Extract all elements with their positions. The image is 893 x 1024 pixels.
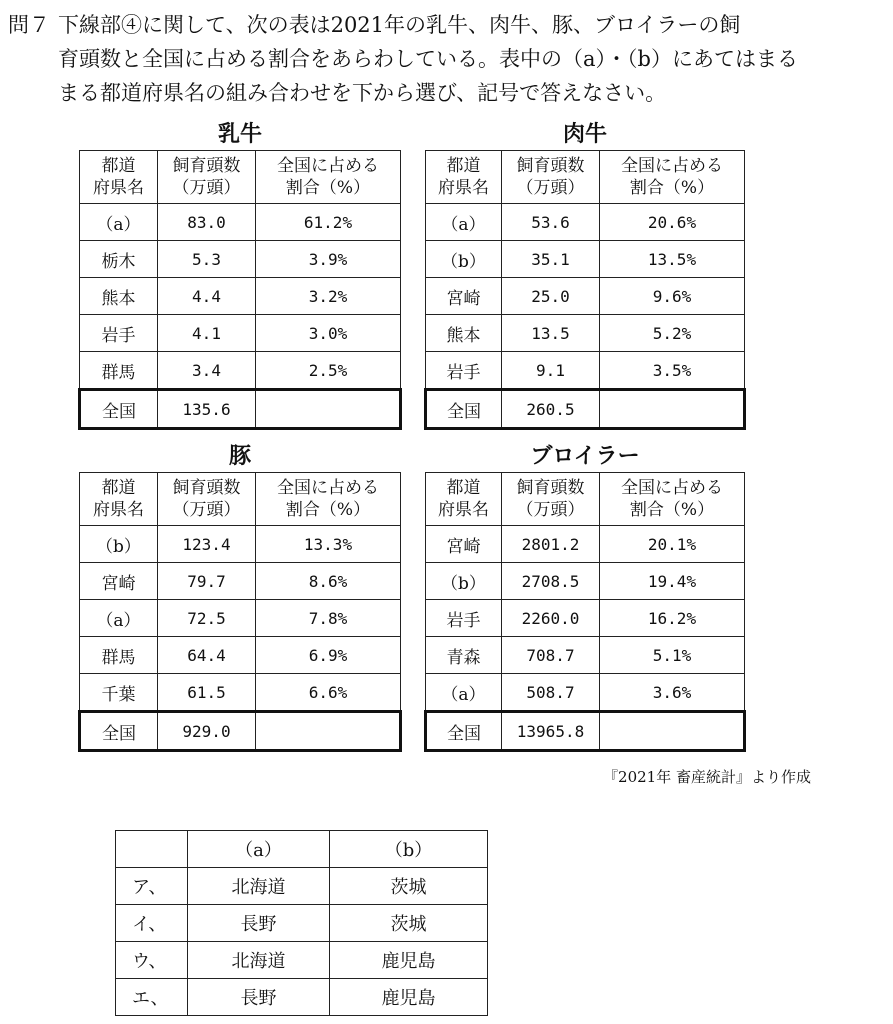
table-row — [80, 278, 401, 315]
cell-share: 7.8% — [256, 600, 401, 637]
cell-prefecture: 千葉 — [80, 674, 158, 712]
cell-count: 5.3 — [158, 241, 256, 278]
data-table — [78, 472, 402, 752]
table-row — [80, 204, 401, 241]
cell-share: 13.3% — [256, 526, 401, 563]
cell-share: 2.5% — [256, 352, 401, 390]
choice-mark: エ、 — [116, 979, 188, 1016]
choice-row-a — [116, 868, 488, 905]
choice-mark: イ、 — [116, 905, 188, 942]
col-header-count: 飼育頭数 （万頭） — [158, 473, 256, 526]
table-row — [426, 352, 745, 390]
cell-share: 16.2% — [600, 600, 745, 637]
cell-prefecture: （a） — [80, 204, 158, 241]
choices-header-row — [116, 831, 488, 868]
cell-total-count: 929.0 — [158, 712, 256, 751]
cell-count: 4.4 — [158, 278, 256, 315]
cell-share: 19.4% — [600, 563, 745, 600]
cell-share: 6.6% — [256, 674, 401, 712]
cell-prefecture: （b） — [426, 241, 502, 278]
cell-prefecture: 青森 — [426, 637, 502, 674]
cell-count: 2708.5 — [502, 563, 600, 600]
cell-count: 72.5 — [158, 600, 256, 637]
cell-share: 3.2% — [256, 278, 401, 315]
header-row — [426, 473, 745, 526]
cell-total-label: 全国 — [426, 390, 502, 429]
cell-share: 5.2% — [600, 315, 745, 352]
cell-prefecture: （a） — [426, 674, 502, 712]
cell-prefecture: 宮崎 — [426, 526, 502, 563]
table-row — [426, 600, 745, 637]
col-header-prefecture: 都道 府県名 — [426, 473, 502, 526]
cell-count: 508.7 — [502, 674, 600, 712]
table-title: 豚 — [228, 444, 251, 469]
col-header-share: 全国に占める 割合（%） — [256, 473, 401, 526]
question-line-3: まる都道府県名の組み合わせを下から選び、記号で答えなさい。 — [58, 81, 667, 105]
cell-total-share — [600, 712, 745, 751]
cell-count: 2801.2 — [502, 526, 600, 563]
total-row — [80, 390, 401, 429]
choice-row-e — [116, 979, 488, 1016]
cell-total-count: 13965.8 — [502, 712, 600, 751]
cell-share: 20.6% — [600, 204, 745, 241]
choice-a-value: 長野 — [188, 905, 330, 942]
choice-b-value: 鹿児島 — [330, 942, 488, 979]
table-row — [426, 526, 745, 563]
choice-b-value: 鹿児島 — [330, 979, 488, 1016]
total-row — [426, 390, 745, 429]
cell-prefecture: 岩手 — [80, 315, 158, 352]
table-pigs — [78, 442, 402, 752]
cell-prefecture: 熊本 — [80, 278, 158, 315]
cell-prefecture: 群馬 — [80, 637, 158, 674]
cell-prefecture: （b） — [80, 526, 158, 563]
cell-total-label: 全国 — [426, 712, 502, 751]
choice-row-i — [116, 905, 488, 942]
cell-share: 13.5% — [600, 241, 745, 278]
cell-count: 79.7 — [158, 563, 256, 600]
table-title: ブロイラー — [530, 444, 640, 469]
col-header-count: 飼育頭数 （万頭） — [502, 473, 600, 526]
table-row — [80, 600, 401, 637]
question-text — [8, 8, 878, 110]
table-row — [80, 526, 401, 563]
choice-mark: ア、 — [116, 868, 188, 905]
cell-count: 3.4 — [158, 352, 256, 390]
choices-header-a: （a） — [188, 831, 330, 868]
choice-b-value: 茨城 — [330, 868, 488, 905]
cell-count: 25.0 — [502, 278, 600, 315]
question-line-1 — [8, 8, 878, 42]
table-row — [426, 563, 745, 600]
question-line-1-text: 下線部④に関して、次の表は2021年の乳牛、肉牛、豚、ブロイラーの飼 — [58, 13, 741, 37]
col-header-prefecture: 都道 府県名 — [80, 473, 158, 526]
cell-share: 6.9% — [256, 637, 401, 674]
table-row — [80, 674, 401, 712]
cell-count: 9.1 — [502, 352, 600, 390]
cell-count: 13.5 — [502, 315, 600, 352]
table-row — [80, 352, 401, 390]
answer-choices-table — [115, 830, 488, 1016]
cell-total-count: 135.6 — [158, 390, 256, 429]
cell-count: 61.5 — [158, 674, 256, 712]
col-header-count: 飼育頭数 （万頭） — [158, 151, 256, 204]
table-row — [426, 637, 745, 674]
cell-count: 4.1 — [158, 315, 256, 352]
header-row — [80, 473, 401, 526]
table-row — [80, 563, 401, 600]
table-title: 乳牛 — [217, 122, 262, 147]
cell-count: 123.4 — [158, 526, 256, 563]
choice-b-value: 茨城 — [330, 905, 488, 942]
table-row — [80, 241, 401, 278]
cell-prefecture: （a） — [80, 600, 158, 637]
question-line-2: 育頭数と全国に占める割合をあらわしている。表中の（a）・（b）にあてはまる — [58, 47, 798, 71]
choice-a-value: 長野 — [188, 979, 330, 1016]
choices-header-b: （b） — [330, 831, 488, 868]
header-row — [80, 151, 401, 204]
cell-share: 8.6% — [256, 563, 401, 600]
cell-share: 3.0% — [256, 315, 401, 352]
cell-prefecture: （b） — [426, 563, 502, 600]
table-row — [426, 315, 745, 352]
choices-header-blank — [116, 831, 188, 868]
cell-count: 53.6 — [502, 204, 600, 241]
cell-share: 9.6% — [600, 278, 745, 315]
cell-share: 61.2% — [256, 204, 401, 241]
cell-count: 708.7 — [502, 637, 600, 674]
total-row — [426, 712, 745, 751]
data-table — [78, 150, 402, 430]
cell-prefecture: 宮崎 — [80, 563, 158, 600]
header-row — [426, 151, 745, 204]
cell-share: 20.1% — [600, 526, 745, 563]
choice-row-u — [116, 942, 488, 979]
choice-a-value: 北海道 — [188, 942, 330, 979]
cell-total-share — [600, 390, 745, 429]
col-header-prefecture: 都道 府県名 — [80, 151, 158, 204]
question-number: 問７ — [8, 13, 50, 37]
cell-total-count: 260.5 — [502, 390, 600, 429]
table-row — [80, 315, 401, 352]
cell-count: 35.1 — [502, 241, 600, 278]
col-header-prefecture: 都道 府県名 — [426, 151, 502, 204]
table-row — [426, 278, 745, 315]
cell-count: 83.0 — [158, 204, 256, 241]
cell-prefecture: 熊本 — [426, 315, 502, 352]
table-title: 肉牛 — [562, 122, 607, 147]
cell-total-share — [256, 712, 401, 751]
cell-share: 3.6% — [600, 674, 745, 712]
cell-count: 2260.0 — [502, 600, 600, 637]
cell-prefecture: （a） — [426, 204, 502, 241]
choice-mark: ウ、 — [116, 942, 188, 979]
col-header-share: 全国に占める 割合（%） — [600, 151, 745, 204]
cell-prefecture: 栃木 — [80, 241, 158, 278]
source-citation: 『2021年 畜産統計』より作成 — [603, 768, 811, 786]
cell-total-label: 全国 — [80, 390, 158, 429]
col-header-share: 全国に占める 割合（%） — [600, 473, 745, 526]
table-beef-cattle — [424, 120, 746, 430]
cell-prefecture: 群馬 — [80, 352, 158, 390]
table-row — [426, 674, 745, 712]
data-table — [424, 150, 746, 430]
table-row — [80, 637, 401, 674]
cell-prefecture: 岩手 — [426, 352, 502, 390]
choice-a-value: 北海道 — [188, 868, 330, 905]
table-broilers — [424, 442, 746, 752]
col-header-share: 全国に占める 割合（%） — [256, 151, 401, 204]
cell-prefecture: 宮崎 — [426, 278, 502, 315]
cell-share: 5.1% — [600, 637, 745, 674]
cell-count: 64.4 — [158, 637, 256, 674]
cell-total-share — [256, 390, 401, 429]
data-table — [424, 472, 746, 752]
table-row — [426, 241, 745, 278]
col-header-count: 飼育頭数 （万頭） — [502, 151, 600, 204]
table-row — [426, 204, 745, 241]
cell-share: 3.9% — [256, 241, 401, 278]
cell-share: 3.5% — [600, 352, 745, 390]
cell-total-label: 全国 — [80, 712, 158, 751]
total-row — [80, 712, 401, 751]
cell-prefecture: 岩手 — [426, 600, 502, 637]
table-dairy-cattle — [78, 120, 402, 430]
